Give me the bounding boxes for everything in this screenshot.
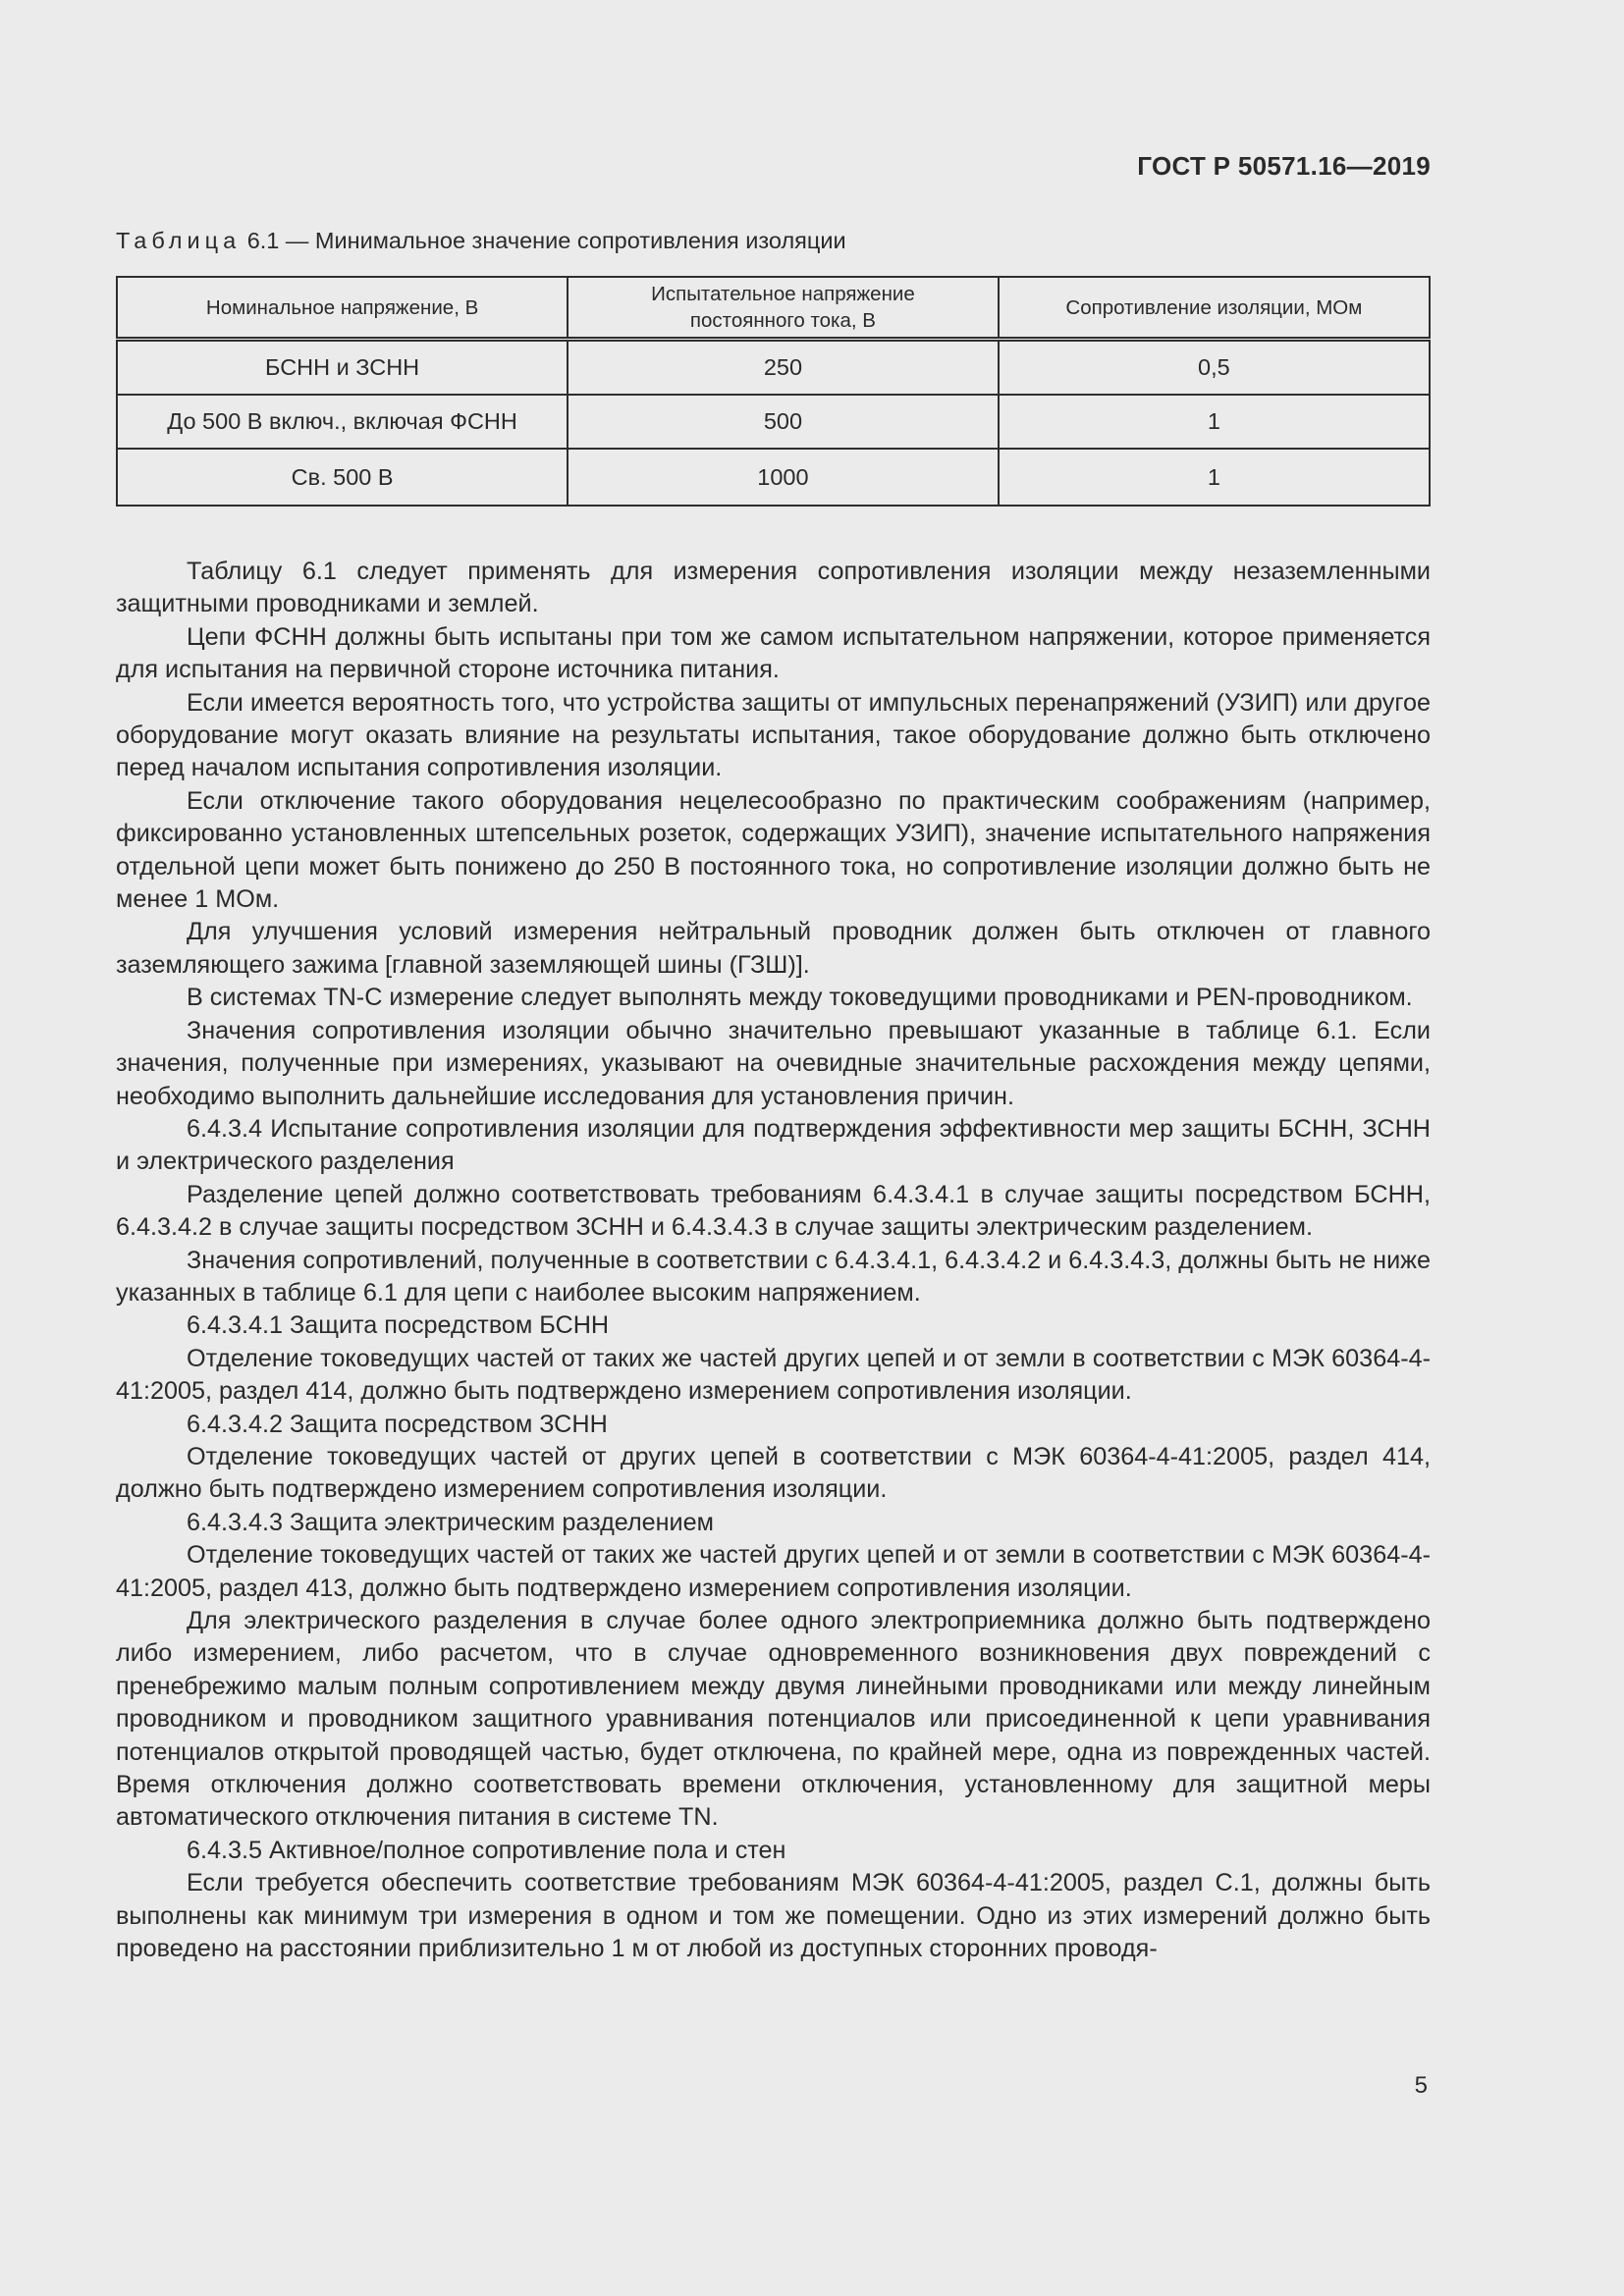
paragraph: Отделение токоведущих частей от других цепей в соответствии с МЭК 60364-4-41:2005, раздел 414, должно быть подтверждено измерением сопротивления изоляции. xyxy=(116,1442,1431,1504)
section-heading-6-4-3-4: 6.4.3.4 Испытание сопротивления изоляции для подтверждения эффективности мер защиты БСНН, ЗСНН и электрического разделения xyxy=(116,1114,1431,1176)
insulation-resistance-table xyxy=(116,276,1431,507)
paragraph: Отделение токоведущих частей от таких же частей других цепей и от земли в соответствии с МЭК 60364-4-41:2005, раздел 413, должно быть подтверждено измерением сопротивления изоляции. xyxy=(116,1541,1431,1602)
column-header-test-voltage: Испытательное напряжение постоянного тока, В xyxy=(568,277,999,340)
table-header-row xyxy=(117,277,1430,340)
section-heading-6-4-3-5: 6.4.3.5 Активное/полное сопротивление пола и стен xyxy=(187,1836,786,1864)
table-caption-label: Таблица xyxy=(116,228,242,253)
table-cell: 1 xyxy=(999,449,1430,506)
table-row xyxy=(117,449,1430,506)
table-cell: 500 xyxy=(568,395,999,449)
section-heading-6-4-3-4-2: 6.4.3.4.2 Защита посредством ЗСНН xyxy=(187,1410,608,1438)
paragraph: Для электрического разделения в случае более одного электроприемника должно быть подтверждено либо измерением, либо расчетом, что в случае одновременного возникновения двух повреждений с пренебрежимо малым полным сопротивлением между двумя линейными проводниками или между линейным проводником и проводником защитного уравнивания потенциалов или присоединенной к цепи уравнивания потенциалов открытой проводящей частью, будет отключена, по крайней мере, одна из поврежденных частей. Время отключения должно соответствовать времени отключения, установленному для защитной меры автоматического отключения питания в системе TN. xyxy=(116,1607,1431,1832)
paragraph: Если отключение такого оборудования нецелесообразно по практическим соображениям (например, фиксированно установленных штепсельных розеток, содержащих УЗИП), значение испытательного напряжения отдельной цепи может быть понижено до 250 В постоянного тока, но сопротивление изоляции должно быть не менее 1 МОм. xyxy=(116,786,1431,914)
table-cell: 250 xyxy=(568,340,999,396)
paragraph: Значения сопротивления изоляции обычно значительно превышают указанные в таблице 6.1. Если значения, полученные при измерениях, указывают на очевидные значительные расхождения между цепями, необходимо выполнить дальнейшие исследования для установления причин. xyxy=(116,1016,1431,1110)
body-text xyxy=(116,556,1431,1965)
table-caption xyxy=(116,228,846,254)
column-header-insulation-resistance: Сопротивление изоляции, МОм xyxy=(999,277,1430,340)
table-cell: 1 xyxy=(999,395,1430,449)
paragraph: Если требуется обеспечить соответствие требованиям МЭК 60364-4-41:2005, раздел С.1, должны быть выполнены как минимум три измерения в одном и том же помещении. Одно из этих измерений должно быть проведено на расстоянии приблизительно 1 м от любой из доступных сторонних проводя- xyxy=(116,1869,1431,1963)
paragraph: В системах TN-C измерение следует выполнять между токоведущими проводниками и PEN-проводником. xyxy=(187,984,1413,1012)
section-heading-6-4-3-4-1: 6.4.3.4.1 Защита посредством БСНН xyxy=(187,1311,610,1340)
table-row xyxy=(117,395,1430,449)
paragraph: Если имеется вероятность того, что устройства защиты от импульсных перенапряжений (УЗИП) или другое оборудование могут оказать влияние на результаты испытания, такое оборудование должно быть отключено перед началом испытания сопротивления изоляции. xyxy=(116,688,1431,782)
table-cell: 1000 xyxy=(568,449,999,506)
paragraph: Отделение токоведущих частей от таких же частей других цепей и от земли в соответствии с МЭК 60364-4-41:2005, раздел 414, должно быть подтверждено измерением сопротивления изоляции. xyxy=(116,1344,1431,1406)
paragraph: Цепи ФСНН должны быть испытаны при том же самом испытательном напряжении, которое применяется для испытания на первичной стороне источника питания. xyxy=(116,622,1431,684)
page-number: 5 xyxy=(1414,2072,1428,2099)
table-row xyxy=(117,340,1430,396)
paragraph: Для улучшения условий измерения нейтральный проводник должен быть отключен от главного заземляющего зажима [главной заземляющей шины (ГЗШ)]. xyxy=(116,918,1431,979)
table-cell: 0,5 xyxy=(999,340,1430,396)
paragraph: Разделение цепей должно соответствовать требованиям 6.4.3.4.1 в случае защиты посредством БСНН, 6.4.3.4.2 в случае защиты посредством ЗСНН и 6.4.3.4.3 в случае защиты электрическим разделением. xyxy=(116,1180,1431,1242)
document-id: ГОСТ Р 50571.16—2019 xyxy=(1137,151,1431,181)
column-header-nominal-voltage: Номинальное напряжение, В xyxy=(117,277,568,340)
section-heading-6-4-3-4-3: 6.4.3.4.3 Защита электрическим разделением xyxy=(187,1508,714,1536)
table-cell: Св. 500 В xyxy=(117,449,568,506)
table-caption-text: 6.1 — Минимальное значение сопротивления изоляции xyxy=(246,228,846,253)
paragraph: Таблицу 6.1 следует применять для измерения сопротивления изоляции между незаземленными защитными проводниками и землей. xyxy=(116,558,1431,618)
paragraph: Значения сопротивлений, полученные в соответствии с 6.4.3.4.1, 6.4.3.4.2 и 6.4.3.4.3, должны быть не ниже указанных в таблице 6.1 для цепи с наиболее высоким напряжением. xyxy=(116,1246,1431,1307)
table-cell: БСНН и ЗСНН xyxy=(117,340,568,396)
table-cell: До 500 В включ., включая ФСНН xyxy=(117,395,568,449)
